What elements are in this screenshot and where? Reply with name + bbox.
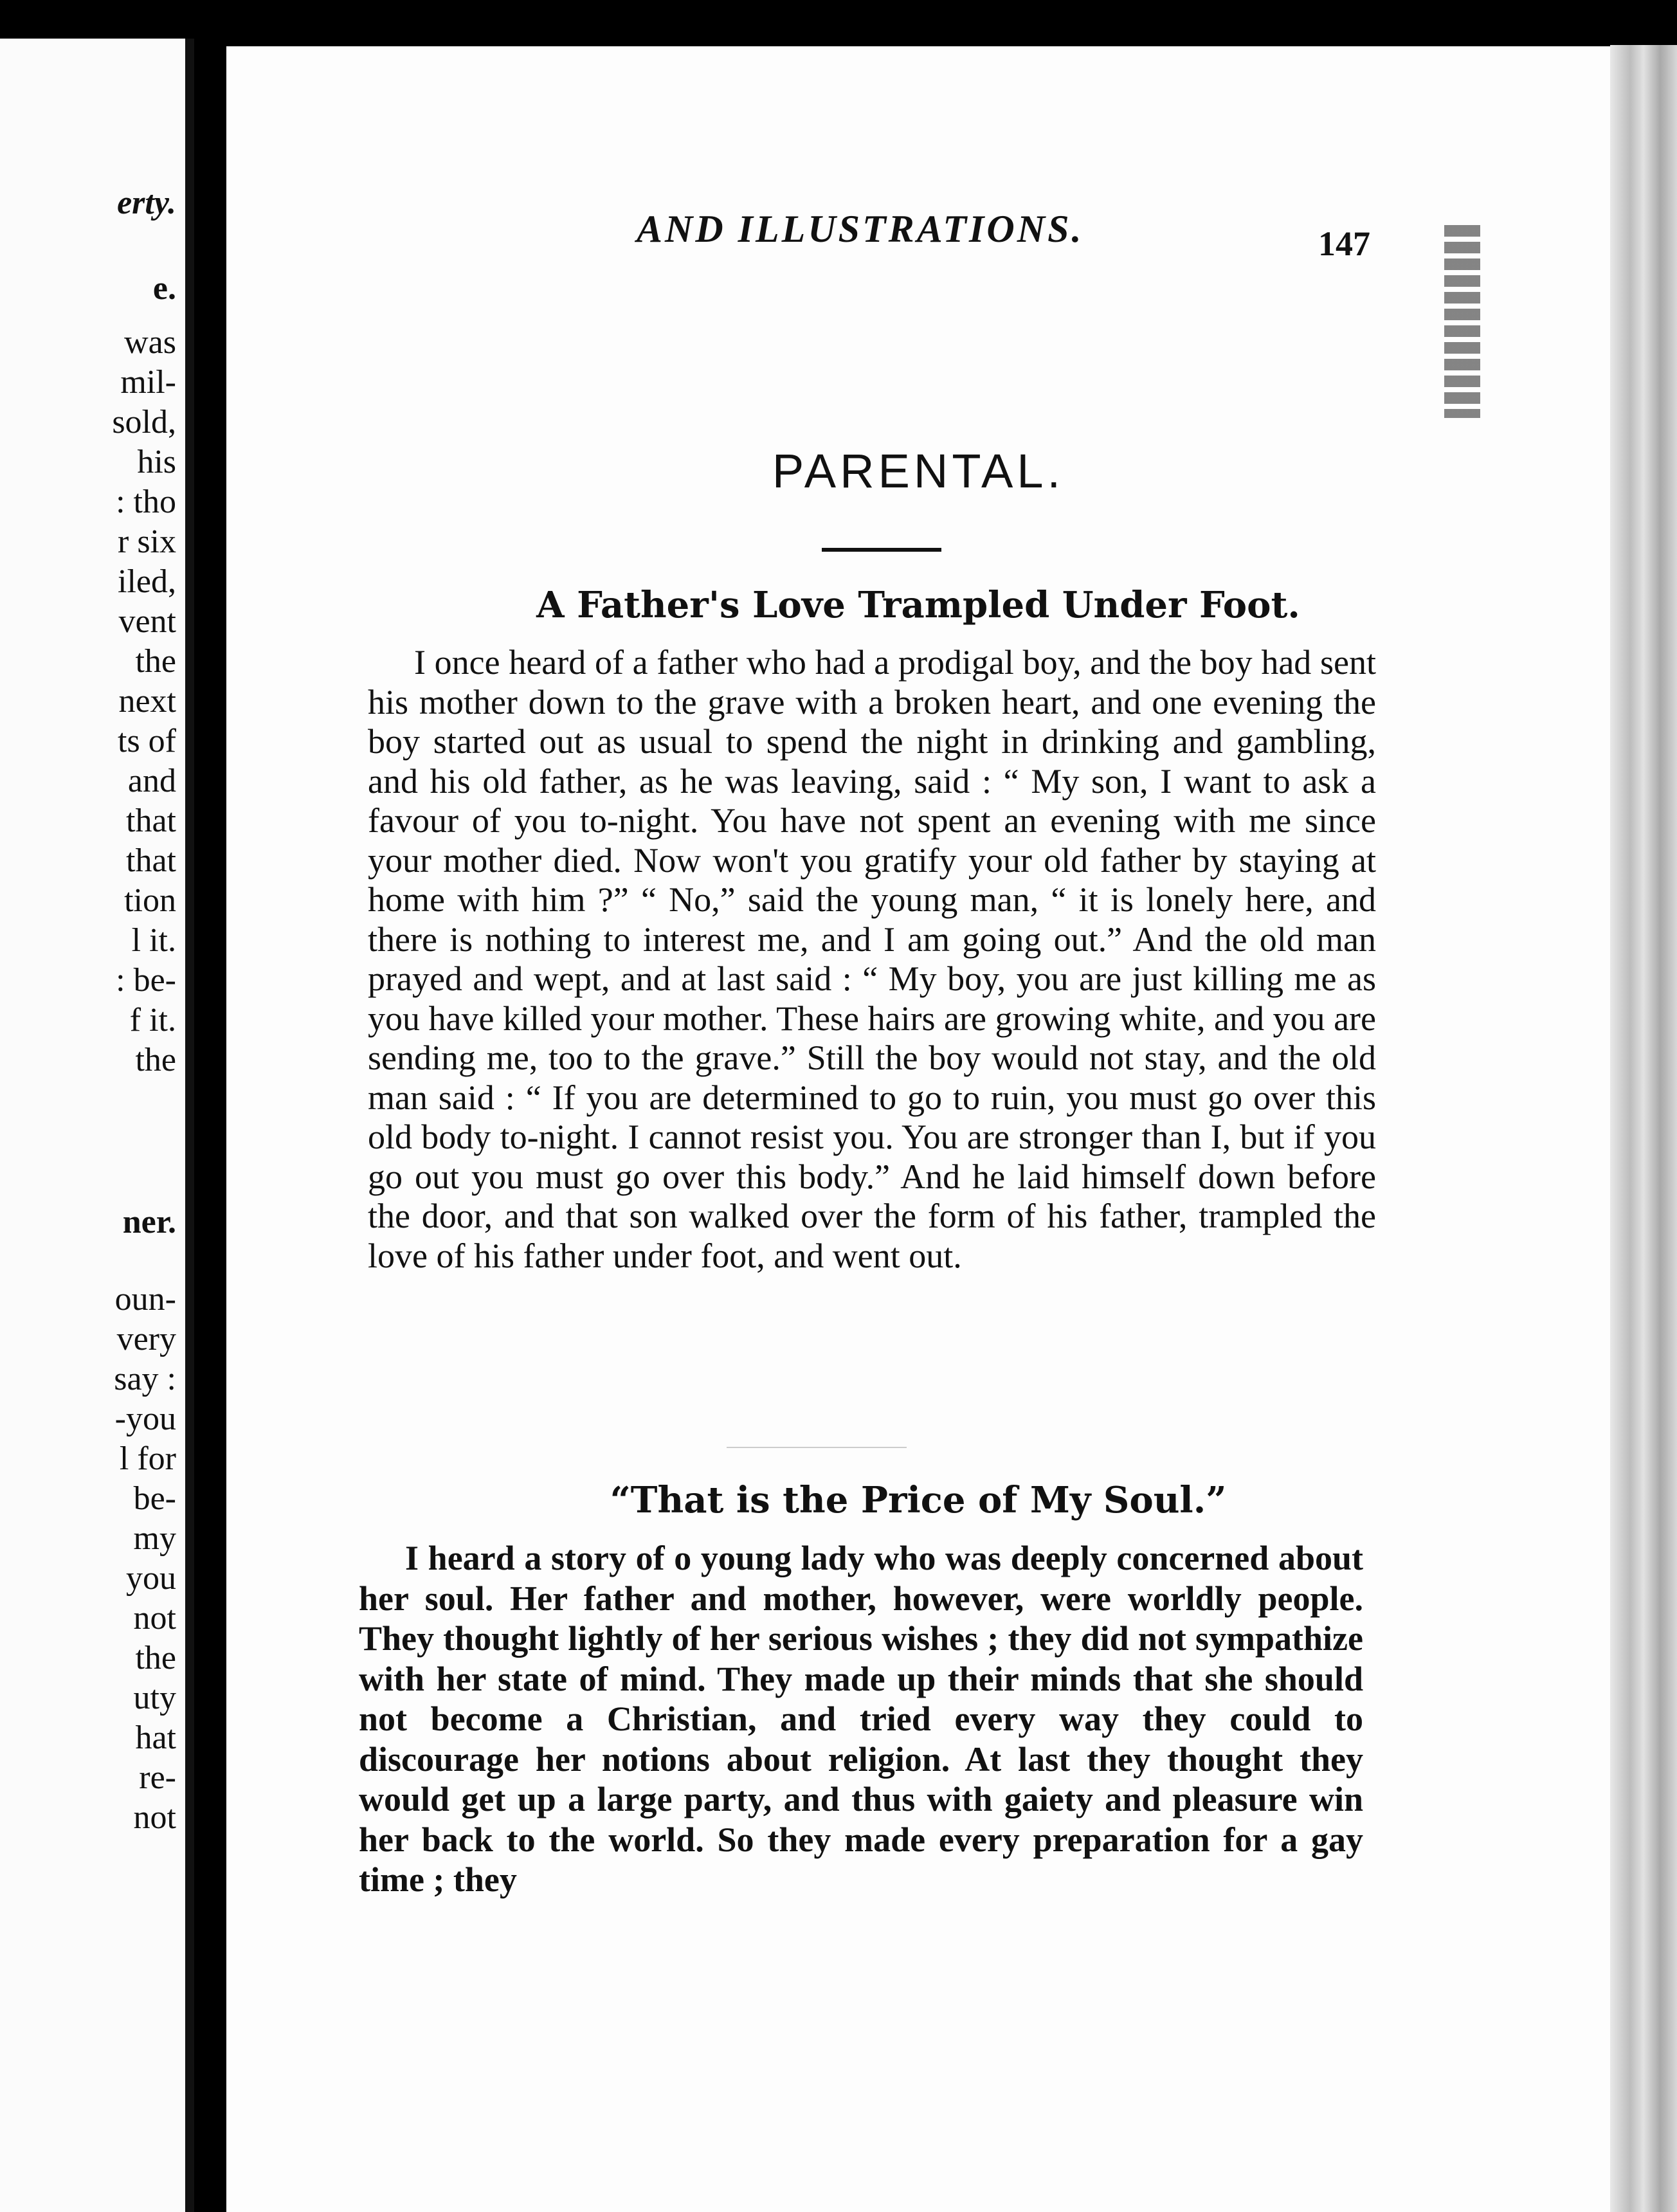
facing-page-line: l it. bbox=[131, 922, 176, 959]
facing-page-line: erty. bbox=[117, 185, 176, 221]
story-heading-2: “That is the Price of My Soul.” bbox=[610, 1479, 1227, 1521]
facing-page-line: hat bbox=[135, 1719, 176, 1756]
story-heading-1: A Father's Love Trampled Under Foot. bbox=[536, 584, 1300, 626]
separator bbox=[727, 1447, 907, 1448]
story-paragraph-2: I heard a story of o young lady who was deeply concerned about her soul. Her father and mother, however, were worldly people. They thought lightly of her serious wishes ; they did not sympathize with her state of mind. They made up their minds that she should not become a Christian, and tried every way they could to discourage her notions about religion. At last they thought they would get up a large party, and thus with gaiety and pleasure win her back to the world. So they made every preparation for a gay time ; they bbox=[359, 1539, 1363, 1899]
facing-page-line: that bbox=[126, 802, 176, 839]
story-paragraph-1: I once heard of a father who had a prodigal boy, and the boy had sent his mother down to the grave with a broken heart, and one evening the boy started out as usual to spend the night in drinking and gambling, and his old father, as he was leaving, said : “ My son, I want to ask a favour of you to-night. You have not spent an evening with me since your mother died. Now won't you gratify your old father by staying at home with him ?” “ No,” said the young man, “ it is lonely here, and there is nothing to interest me, and I am going out.” And the old man prayed and wept, and at last said : “ My boy, you are just killing me as you have killed your mother. These hairs are growing white, and you are sending me, too to the grave.” Still the boy would not stay, and the old man said : “ If you are determined to go to ruin, you must go over this old body to-night. I cannot resist you. You are stronger than I, but if you go out you must go over this body.” And he laid himself down before the door, and that son walked over the form of his father, trampled the love of his father under foot, and went out. bbox=[368, 643, 1376, 1275]
facing-page-line: sold, bbox=[112, 404, 176, 440]
facing-page-line: the bbox=[135, 1640, 176, 1676]
facing-page-line: that bbox=[126, 842, 176, 879]
facing-page-line: tion bbox=[124, 882, 176, 919]
title-rule bbox=[822, 548, 941, 552]
facing-page-line: be- bbox=[133, 1480, 176, 1517]
facing-page-line: next bbox=[118, 683, 176, 720]
facing-page-line: ts of bbox=[118, 723, 176, 759]
facing-page-line: : be- bbox=[116, 962, 176, 999]
story-body-2 bbox=[359, 1538, 1363, 1900]
facing-page-line: l for bbox=[119, 1440, 176, 1477]
facing-page-line: vent bbox=[118, 603, 176, 640]
facing-page-line: not bbox=[133, 1799, 176, 1836]
facing-page-line: ner. bbox=[122, 1204, 176, 1240]
facing-page-line: -you bbox=[114, 1401, 176, 1437]
facing-page-line: my bbox=[133, 1520, 176, 1557]
story-body-1 bbox=[368, 643, 1376, 1276]
facing-page-line: iled, bbox=[118, 563, 176, 600]
facing-page-line: r six bbox=[118, 523, 176, 560]
facing-page-line: was bbox=[124, 324, 176, 361]
facing-page-line: you bbox=[126, 1560, 176, 1597]
facing-page-line: the bbox=[135, 643, 176, 680]
facing-page-line: and bbox=[127, 763, 176, 799]
facing-page-line: uty bbox=[133, 1680, 176, 1716]
facing-page-line: re- bbox=[139, 1759, 176, 1796]
thumb-tab-mark bbox=[1444, 225, 1480, 418]
running-header: AND ILLUSTRATIONS. bbox=[637, 208, 1084, 250]
facing-page-line: his bbox=[137, 444, 176, 480]
facing-page-line: f it. bbox=[129, 1002, 176, 1038]
facing-page-line: the bbox=[135, 1042, 176, 1078]
facing-page-line: very bbox=[116, 1321, 176, 1357]
facing-page-line: say : bbox=[114, 1361, 176, 1397]
section-title: PARENTAL. bbox=[772, 444, 1065, 498]
facing-page-line: mil- bbox=[120, 364, 176, 401]
page-edges bbox=[1610, 45, 1677, 2212]
facing-page-line: not bbox=[133, 1600, 176, 1636]
page-number: 147 bbox=[1318, 224, 1370, 263]
book-gutter bbox=[185, 39, 194, 2212]
facing-page-line: e. bbox=[152, 270, 176, 307]
facing-page-line: : tho bbox=[116, 484, 176, 520]
facing-page-line: oun- bbox=[114, 1281, 176, 1318]
facing-page-fragment bbox=[0, 39, 185, 2212]
